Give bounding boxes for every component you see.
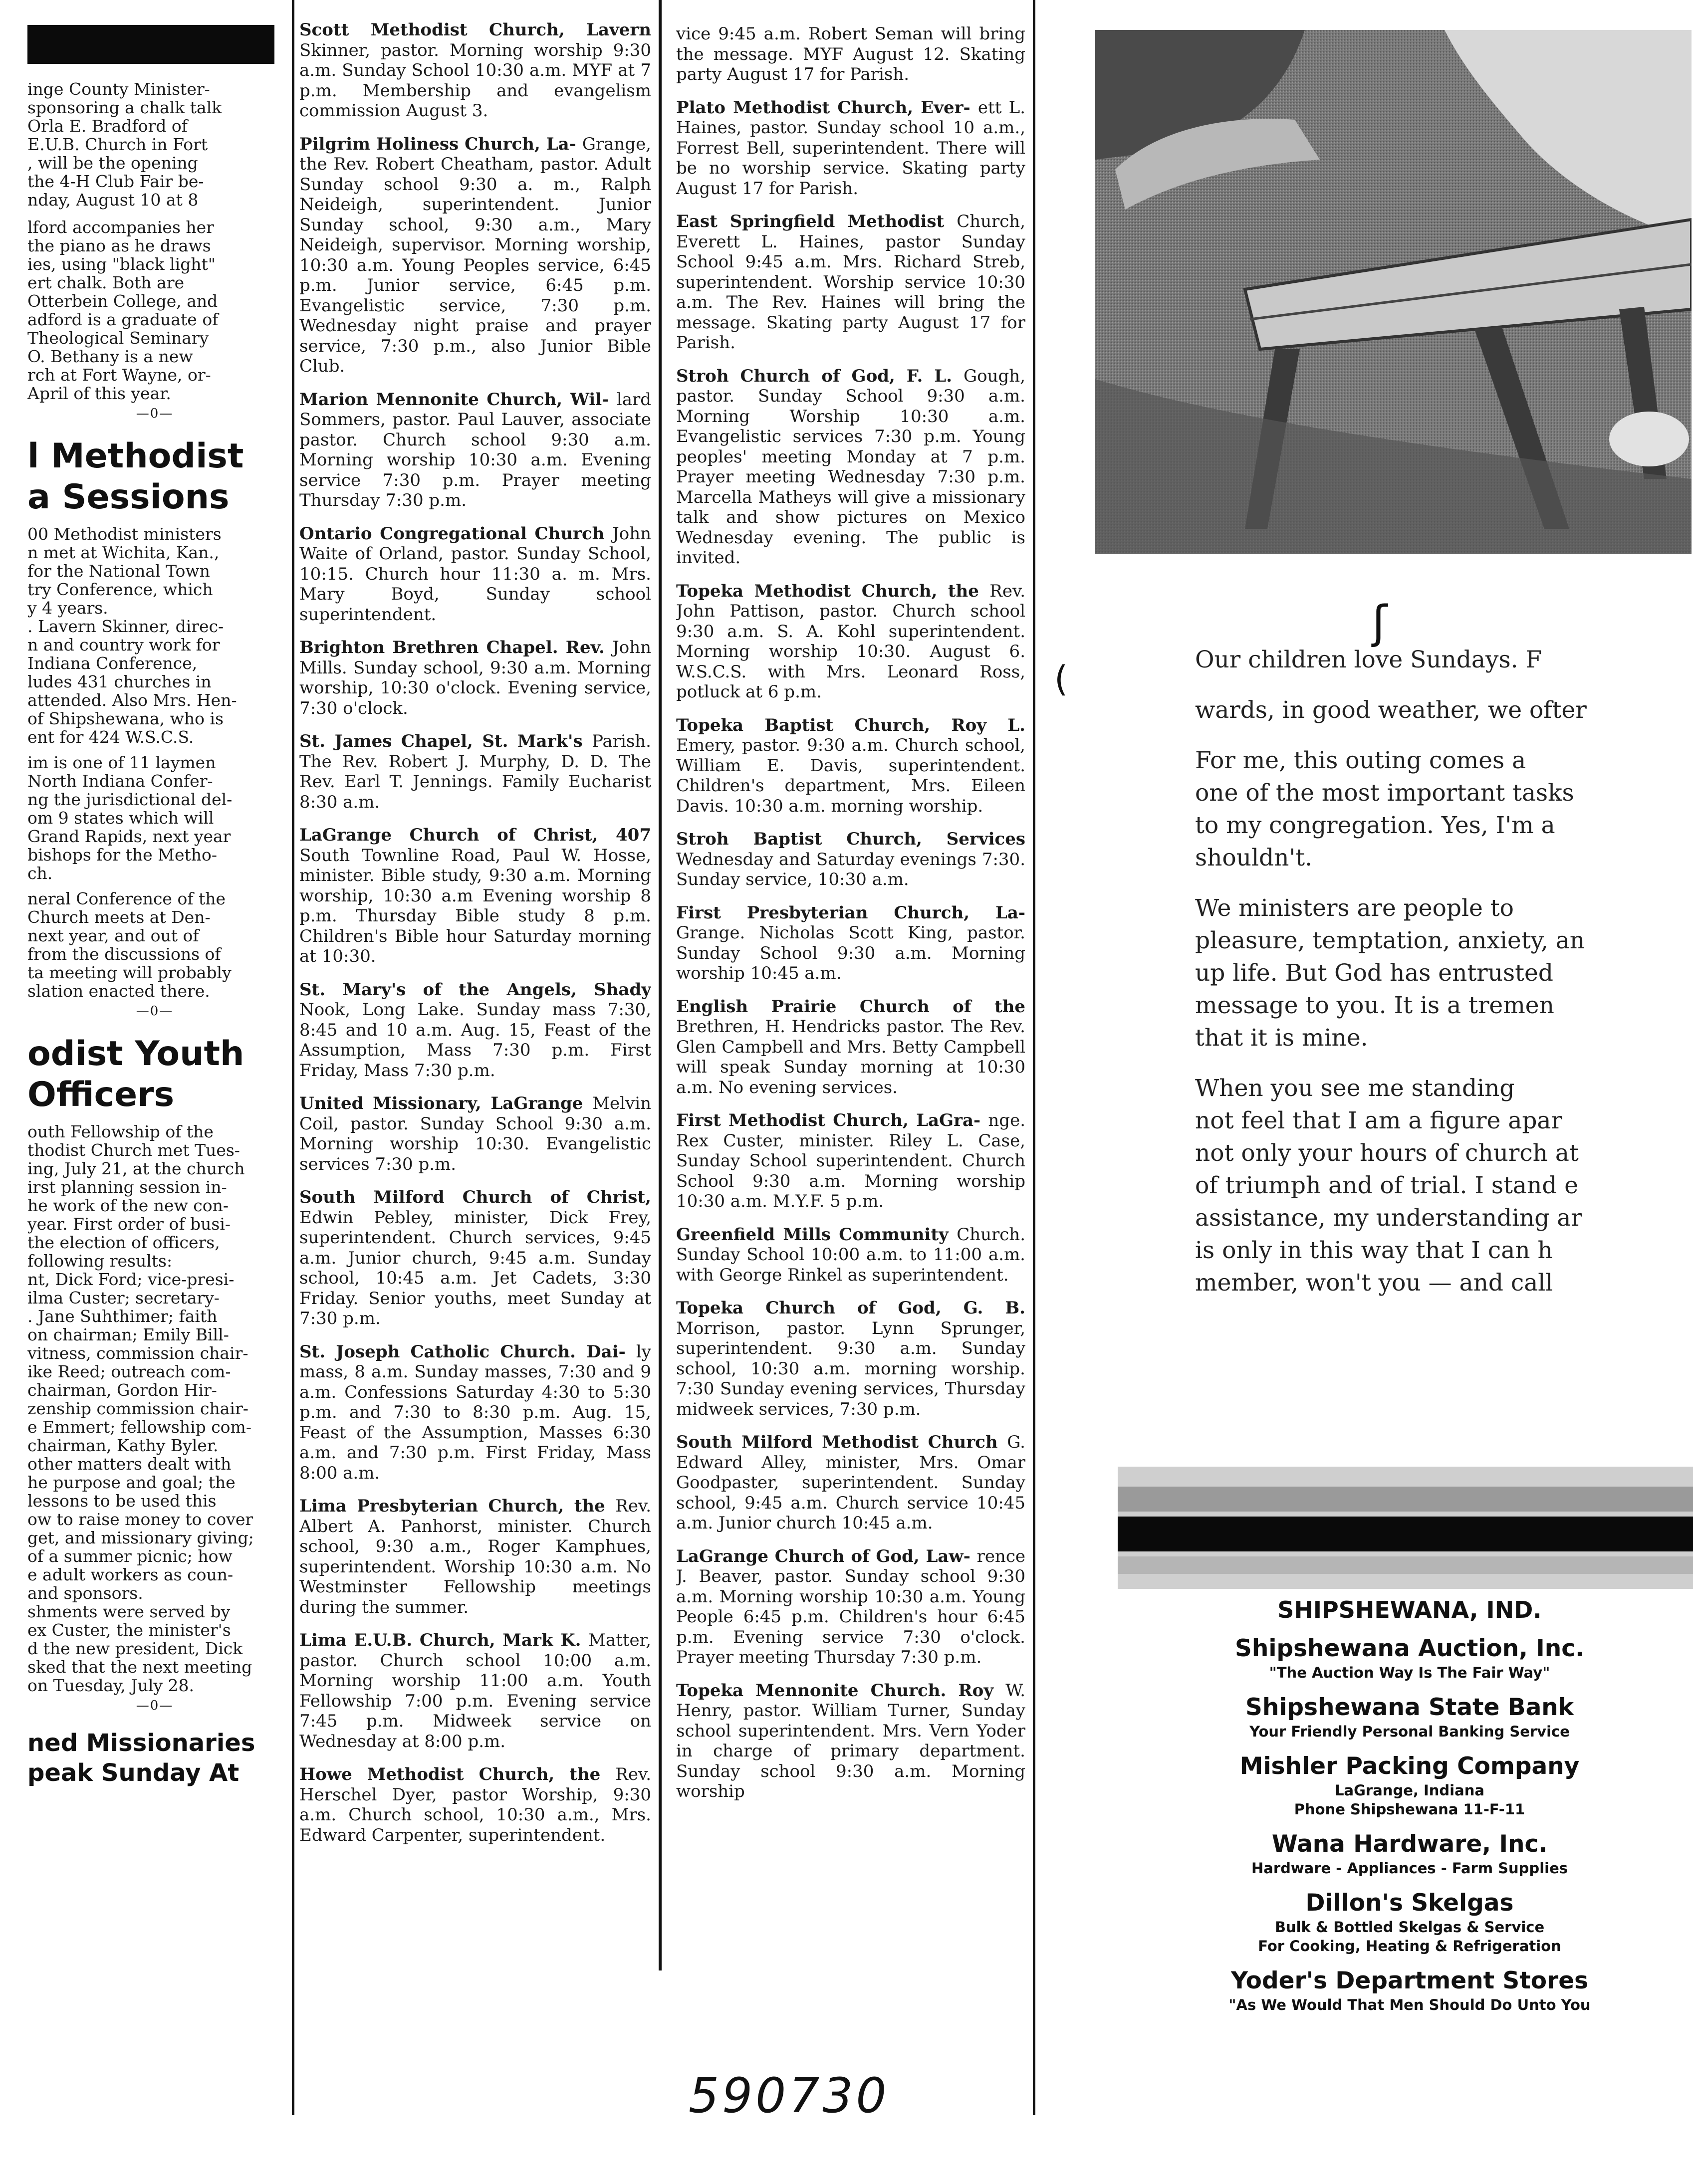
ads-list (1143, 1634, 1677, 2014)
text-line: Church meets at Den- (27, 907, 211, 927)
text-line: Otterbein College, and (27, 291, 218, 311)
sermon-line: not only your hours of church at (1195, 1139, 1579, 1167)
text-line: ing, July 21, at the church (27, 1159, 245, 1178)
sermon-line: is only in this way that I can h (1195, 1237, 1553, 1264)
headline-methodist-sessions (27, 436, 282, 518)
text-line: he purpose and goal; the (27, 1473, 236, 1492)
sermon-line: that it is mine. (1195, 1024, 1368, 1052)
church-name: Marion Mennonite Church, Wil- (299, 389, 617, 410)
handwritten-number: 590730 (689, 2068, 890, 2124)
sermon-line: to my congregation. Yes, I'm a (1195, 812, 1555, 839)
text-line: of a summer picnic; how (27, 1546, 233, 1566)
ad-tagline (1143, 1995, 1677, 2014)
headline-line: l Methodist (27, 437, 244, 476)
notice-text: Rev. Herschel Dyer, pastor Worship, 9:30 a.m. Church school, 10:30 a.m., Mrs. Edward Carpenter, superintendent. (299, 1764, 651, 1845)
church-name: East Springfield Methodist (676, 212, 957, 231)
text-line: year. First order of busi- (27, 1214, 231, 1234)
divider: —0— (136, 1698, 174, 1713)
church-notice (676, 581, 1025, 702)
church-notice (676, 98, 1025, 199)
church-notice (676, 1432, 1025, 1533)
text-line: lford accompanies her (27, 218, 214, 237)
ad-tagline-line: Bulk & Bottled Skelgas & Service (1274, 1919, 1545, 1936)
text-line: e Emmert; fellowship com- (27, 1417, 251, 1437)
notice-text: ly mass, 8 a.m. Sunday masses, 7:30 and 9 a.m. Confessions Saturday 4:30 to 5:30 p.m. and 7:30 to 8:30 p.m. Aug. 15, Feast of the Assumption, Masses 6:30 a.m. and 7:30 p.m. First Friday, Mass 8:00 a.m. (299, 1341, 651, 1483)
church-notice (676, 1681, 1025, 1802)
church-notice (676, 1110, 1025, 1212)
church-notice (299, 1187, 651, 1329)
text-line: attended. Also Mrs. Hen- (27, 690, 237, 710)
text-line: other matters dealt with (27, 1454, 232, 1474)
text-line: North Indiana Confer- (27, 771, 213, 791)
church-notice (676, 1298, 1025, 1419)
church-notice (299, 524, 651, 625)
church-notice (676, 212, 1025, 353)
ad-tagline (1143, 1859, 1677, 1878)
church-name: Brighton Brethren Chapel. Rev. (299, 638, 613, 657)
sermon-line: up life. But God has entrusted (1195, 959, 1553, 987)
handwritten-mark: ʃ (1372, 596, 1388, 649)
sermon-line: of triumph and of trial. I stand e (1195, 1172, 1579, 1199)
notice-text: John Mills. Sunday school, 9:30 a.m. Morning worship, 10:30 o'clock. Evening service, 7:30 o'clock. (299, 638, 651, 718)
text-line: Indiana Conference, (27, 654, 198, 673)
church-notice (299, 825, 651, 967)
text-line: rch at Fort Wayne, or- (27, 365, 211, 385)
church-name: Topeka Methodist Church, the (676, 581, 990, 601)
headline-line: ned Missionaries (27, 1729, 255, 1757)
church-notice (676, 1546, 1025, 1668)
ad-business-name: Yoder's Department Stores (1230, 1967, 1589, 1994)
text-line: ludes 431 churches in (27, 672, 212, 691)
notice-text: Skinner, pastor. Morning worship 9:30 a.m. Sunday School 10:30 a.m. MYF at 7 p.m. Membership and evangelism commission August 3. (299, 40, 651, 121)
church-name: St. James Chapel, St. Mark's (299, 731, 592, 751)
text-line: and sponsors. (27, 1583, 143, 1603)
church-name: Topeka Church of God, G. B. (676, 1298, 1025, 1318)
sponsor-ads (1143, 1596, 1677, 2025)
text-line: of Shipshewana, who is (27, 709, 224, 728)
sermon-line: message to you. It is a tremen (1195, 992, 1554, 1019)
church-notice-list (676, 0, 1025, 1802)
church-notice (299, 1764, 651, 1845)
ad-tagline (1143, 1663, 1677, 1682)
ad-tagline-line: Phone Shipshewana 11-F-11 (1294, 1801, 1525, 1818)
ad-business-name: Wana Hardware, Inc. (1271, 1830, 1548, 1858)
ad-business-name: Shipshewana State Bank (1245, 1694, 1574, 1721)
notice-text: Rev. Albert A. Panhorst, minister. Church school, 9:30 a.m., Roger Kamphues, superintendent. Worship 10:30 a.m. No Westminster Fellowship meetings during the summer. (299, 1496, 651, 1617)
text-line: sponsoring a chalk talk (27, 98, 222, 117)
text-line: on chairman; Emily Bill- (27, 1325, 229, 1344)
divider: —0— (136, 1004, 174, 1019)
church-notice (676, 829, 1025, 890)
column-rule-right (1033, 0, 1035, 2115)
sermon-paragraph (1195, 644, 1693, 676)
text-line: d the new president, Dick (27, 1639, 243, 1658)
notice-text: South Townline Road, Paul W. Hosse, minister. Bible study, 9:30 a.m. Morning worship, 10:30 a.m Evening worship 8 p.m. Thursday Bible study 8 p.m. Children's Bible hour Saturday morning at 10:30. (299, 845, 651, 966)
notice-text: Grange, the Rev. Robert Cheatham, pastor. Adult Sunday school 9:30 a. m., Ralph Neideigh, superintendent. Junior Sunday school, 9:30 a.m., Mary Neideigh, supervisor. Morning worship, 10:30 a.m. Young Peoples service, 6:45 p.m. Junior service, 6:45 p.m. Evangelistic service, 7:30 p.m. Wednesday night praise and prayer service, 7:30 p.m., also Junior Bible Club. (299, 134, 651, 376)
text-line: E.U.B. Church in Fort (27, 135, 208, 154)
text-line: following results: (27, 1251, 173, 1271)
church-name: Topeka Mennonite Church. Roy (676, 1680, 1006, 1701)
church-name: LaGrange Church of God, Law- (676, 1546, 977, 1566)
church-name: Lima E.U.B. Church, Mark K. (299, 1630, 589, 1650)
text-line: . Jane Suhthimer; faith (27, 1307, 218, 1326)
church-name: Lima Presbyterian Church, the (299, 1496, 616, 1516)
text-line: vitness, commission chair- (27, 1343, 248, 1363)
notice-text: Brethren, H. Hendricks pastor. The Rev. Glen Campbell and Mrs. Betty Campbell will speak Sunday morning at 10:30 a.m. No evening services. (676, 1017, 1025, 1097)
church-name: South Milford Methodist Church (676, 1432, 1007, 1452)
church-notice (676, 715, 1025, 817)
notice-text: ett L. Haines, pastor. Sunday school 10 a.m., Forrest Bell, superintendent. There will be no worship service. Skating party August 17 for Parish. (676, 97, 1025, 199)
ad-business-name: Dillon's Skelgas (1305, 1889, 1514, 1917)
church-notice (299, 134, 651, 377)
sermon-line: one of the most important tasks (1195, 779, 1574, 807)
church-notice (299, 731, 651, 812)
notice-text: Church. Sunday School 10:00 a.m. to 11:00 a.m. with George Rinkel as superintendent. (676, 1224, 1025, 1285)
text-line: ies, using "black light" (27, 254, 216, 274)
text-line: Theological Seminary (27, 328, 209, 348)
text-line: chairman, Kathy Byler. (27, 1436, 219, 1455)
church-notice (676, 997, 1025, 1098)
text-line: sked that the next meeting (27, 1657, 252, 1677)
headline-methodist-youth-officers (27, 1034, 282, 1115)
ad-business-name: Mishler Packing Company (1239, 1752, 1580, 1780)
ad-tagline-line: For Cooking, Heating & Refrigeration (1258, 1938, 1561, 1955)
church-notice (676, 366, 1025, 568)
notice-text: G. Edward Alley, minister, Mrs. Omar Goodpaster, superintendent. Sunday school, 9:45 a.m. Church service 10:45 a.m. Junior church 10:45 a.m. (676, 1432, 1025, 1533)
church-notice (299, 1630, 651, 1751)
text-line: . Lavern Skinner, direc- (27, 617, 224, 636)
text-line: 00 Methodist ministers (27, 524, 222, 544)
sermon-line: assistance, my understanding ar (1195, 1204, 1582, 1232)
text-line: for the National Town (27, 561, 210, 581)
news-paragraph (27, 525, 282, 617)
column-rule-left (292, 0, 294, 2115)
church-notice (299, 390, 651, 511)
text-line: on Tuesday, July 28. (27, 1676, 195, 1695)
ad-tagline (1143, 1918, 1677, 1956)
ad-tagline-line: Hardware - Appliances - Farm Supplies (1251, 1860, 1568, 1877)
notice-text: Nook, Long Lake. Sunday mass 7:30, 8:45 and 10 a.m. Aug. 15, Feast of the Assumption, Mass 7:30 p.m. First Friday, Mass 7:30 p.m. (299, 1000, 651, 1081)
notice-text: Wednesday and Saturday evenings 7:30. Sunday service, 10:30 a.m. (676, 849, 1025, 889)
column-3-church-notices (676, 0, 1025, 2115)
sermon-paragraph (1195, 1072, 1693, 1299)
masthead-bar (27, 25, 274, 64)
church-name: Stroh Church of God, F. L. (676, 366, 964, 386)
news-paragraph (27, 218, 282, 403)
ads-place-heading: SHIPSHEWANA, IND. (1277, 1596, 1542, 1623)
sermon-line: Our children love Sundays. F (1195, 646, 1542, 673)
handwritten-mark: ( (1054, 658, 1068, 699)
church-notice (299, 980, 651, 1081)
notice-text: W. Henry, pastor. William Turner, Sunday school superintendent. Mrs. Vern Yoder in charge of primary department. Sunday school 9:30 a.m. Morning worship (676, 1680, 1025, 1801)
column-2-church-notices (299, 0, 651, 2115)
text-line: outh Fellowship of the (27, 1122, 214, 1141)
text-line: y 4 years. (27, 598, 108, 618)
church-name: United Missionary, LaGrange (299, 1093, 593, 1113)
notice-text: Matter, pastor. Church school 10:00 a.m. Morning worship 11:00 a.m. Youth Fellowship 7:00 p.m. Evening service 7:45 p.m. Midweek service on Wednesday at 8:00 p.m. (299, 1630, 651, 1751)
notice-text: John Waite of Orland, pastor. Sunday School, 10:15. Church hour 11:30 a. m. Mrs. Mary Boyd, Sunday school superintendent. (299, 523, 651, 625)
text-line: lessons to be used this (27, 1491, 217, 1511)
text-line: nt, Dick Ford; vice-presi- (27, 1270, 235, 1289)
church-name: Topeka Baptist Church, Roy L. (676, 715, 1025, 735)
text-line: ch. (27, 864, 53, 883)
text-line: nday, August 10 at 8 (27, 190, 199, 210)
notice-text: lard Sommers, pastor. Paul Lauver, associate pastor. Church school 9:30 a.m. Morning worship 10:30 a.m. Evening service 7:30 p.m. Prayer meeting Thursday 7:30 p.m. (299, 389, 651, 510)
ad-header-bar (1118, 1467, 1693, 1589)
church-name: St. Mary's of the Angels, Shady (299, 979, 651, 1000)
text-line: inge County Minister- (27, 79, 210, 99)
church-notice-list (299, 0, 651, 1845)
church-name: Plato Methodist Church, Ever- (676, 97, 978, 118)
text-line: im is one of 11 laymen (27, 753, 216, 772)
text-line: , will be the opening (27, 153, 198, 173)
church-notice (299, 1496, 651, 1617)
church-name: English Prairie Church of the (676, 996, 1025, 1017)
news-paragraph (27, 889, 282, 1000)
sermon-line: not feel that I am a figure apar (1195, 1107, 1562, 1134)
sermon-text (1195, 644, 1693, 1317)
church-name: Howe Methodist Church, the (299, 1764, 616, 1784)
text-line: neral Conference of the (27, 889, 226, 908)
text-line: Orla E. Bradford of (27, 116, 188, 136)
text-line: from the discussions of (27, 944, 221, 964)
text-line: n met at Wichita, Kan., (27, 543, 220, 562)
text-line: ow to raise money to cover (27, 1510, 253, 1529)
church-name: Greenfield Mills Community (676, 1224, 957, 1245)
church-notice (299, 638, 651, 718)
text-line: chairman, Gordon Hir- (27, 1380, 217, 1400)
sermon-paragraph (1195, 744, 1693, 874)
text-line: shments were served by (27, 1602, 231, 1621)
sermon-line: shouldn't. (1195, 844, 1313, 872)
headline-line: odist Youth (27, 1034, 244, 1074)
church-notice (676, 903, 1025, 984)
notice-text: Melvin Coil, pastor. Sunday School 9:30 a.m. Morning worship 10:30. Evangelistic services 7:30 p.m. (299, 1093, 651, 1174)
church-name: Pilgrim Holiness Church, La- (299, 134, 582, 154)
news-intro (27, 80, 282, 209)
ad-tagline-line: LaGrange, Indiana (1335, 1782, 1484, 1799)
photo-image (1095, 30, 1692, 554)
headline-line: Officers (27, 1075, 175, 1114)
text-line: irst planning session in- (27, 1177, 227, 1197)
sermon-line: wards, in good weather, we ofter (1195, 696, 1587, 724)
text-line: n and country work for (27, 635, 220, 655)
sermon-paragraph (1195, 694, 1693, 726)
sermon-line: member, won't you — and call (1195, 1269, 1553, 1297)
church-name: First Presbyterian Church, La- (676, 902, 1025, 923)
notice-text: Edwin Pebley, minister, Dick Frey, superintendent. Church services, 9:45 a.m. Junior church, 9:45 a.m. Sunday school, 10:45 a.m. Jet Cadets, 3:30 Friday. Senior youths, meet Sunday at 7:30 p.m. (299, 1207, 651, 1328)
notice-text: Gough, pastor. Sunday School 9:30 a.m. Morning Worship 10:30 a.m. Evangelistic services 7:30 p.m. Young peoples' meeting Monday at 7 p.m. Prayer meeting Wednesday 7:30 p.m. Marcella Matheys will give a missionary talk and show pictures on Mexico Wednesday evening. The public is invited. (676, 366, 1025, 568)
text-line: the 4-H Club Fair be- (27, 172, 204, 191)
column-1-news (27, 0, 289, 2115)
column-1-body (27, 80, 282, 1795)
text-line: bishops for the Metho- (27, 845, 218, 865)
church-notice (676, 1225, 1025, 1286)
text-line: ex Custer, the minister's (27, 1620, 231, 1640)
news-paragraph (27, 617, 282, 746)
text-line: ert chalk. Both are (27, 273, 185, 292)
text-line: e adult workers as coun- (27, 1565, 234, 1584)
notice-text: vice 9:45 a.m. Robert Seman will bring the message. MYF August 12. Skating party August 17 for Parish. (676, 24, 1025, 84)
ad-tagline-line: Your Friendly Personal Banking Service (1249, 1723, 1570, 1740)
ad-tagline (1143, 1722, 1677, 1741)
church-notice (299, 1342, 651, 1484)
text-line: April of this year. (27, 384, 171, 403)
text-line: try Conference, which (27, 580, 213, 599)
notice-text: nge. Rex Custer, minister. Riley L. Case, Sunday School superintendent. Church School 9:30 a.m. Morning worship 10:30 a.m. M.Y.F. 5 p.m. (676, 1110, 1025, 1211)
text-line: O. Bethany is a new (27, 347, 193, 366)
notice-text: Emery, pastor. 9:30 a.m. Church school, William E. Davis, superintendent. Children's department, Mrs. Eileen Davis. 10:30 a.m. morning worship. (676, 735, 1025, 816)
notice-text: Church, Everett L. Haines, pastor Sunday School 9:45 a.m. Mrs. Richard Streb, superintendent. Worship service 10:30 a.m. The Rev. Haines will bring the message. Skating party August 17 for Parish. (676, 212, 1025, 353)
church-name: Ontario Congregational Church (299, 523, 613, 544)
text-line: om 9 states which will (27, 808, 214, 828)
sermon-line: We ministers are people to (1195, 894, 1514, 922)
notice-text: Rev. John Pattison, pastor. Church school 9:30 a.m. S. A. Kohl superintendent. Morning worship 10:30. August 6. W.S.C.S. with Mrs. Leonard Ross, potluck at 6 p.m. (676, 581, 1025, 702)
photo-picnic-bench (1095, 30, 1692, 554)
church-notice (299, 1093, 651, 1174)
headline-line: peak Sunday At (27, 1759, 240, 1787)
text-line: zenship commission chair- (27, 1399, 248, 1418)
text-line: ta meeting will probably (27, 963, 232, 982)
text-line: Grand Rapids, next year (27, 827, 231, 846)
ad-band (1118, 1487, 1693, 1512)
church-notice (676, 24, 1025, 85)
ad-band (1118, 1556, 1693, 1574)
text-line: ilma Custer; secretary- (27, 1288, 220, 1308)
text-line: get, and missionary giving; (27, 1528, 254, 1547)
sermon-line: When you see me standing (1195, 1075, 1515, 1102)
church-notice (299, 20, 651, 121)
ad-tagline-line: "As We Would That Men Should Do Unto You (1228, 1996, 1591, 2013)
notice-text: rence J. Beaver, pastor. Sunday school 9:30 a.m. Morning worship 10:30 a.m. Young People 6:45 p.m. Children's hour 6:45 p.m. Evening service 7:30 o'clock. Prayer meeting Thursday 7:30 p.m. (676, 1546, 1025, 1667)
headline-missionaries (27, 1728, 282, 1788)
church-name: First Methodist Church, LaGra- (676, 1110, 988, 1130)
column-rule-middle (659, 0, 662, 1970)
headline-line: a Sessions (27, 477, 230, 517)
ad-tagline (1143, 1781, 1677, 1819)
text-line: next year, and out of (27, 926, 199, 945)
sermon-line: pleasure, temptation, anxiety, an (1195, 927, 1585, 954)
text-line: he work of the new con- (27, 1196, 229, 1215)
church-name: South Milford Church of Christ, (299, 1187, 651, 1207)
notice-text: Parish. The Rev. Robert J. Murphy, D. D. The Rev. Earl T. Jennings. Family Eucharist 8:30 a.m. (299, 731, 651, 812)
church-name: St. Joseph Catholic Church. Dai- (299, 1341, 636, 1362)
text-line: thodist Church met Tues- (27, 1140, 240, 1160)
news-paragraph (27, 1122, 282, 1602)
text-line: the election of officers, (27, 1233, 220, 1252)
church-name: Scott Methodist Church, Lavern (299, 20, 651, 40)
text-line: ike Reed; outreach com- (27, 1362, 231, 1381)
text-line: ent for 424 W.S.C.S. (27, 727, 194, 747)
divider: —0— (136, 406, 174, 421)
ad-tagline-line: "The Auction Way Is The Fair Way" (1269, 1664, 1550, 1681)
news-paragraph (27, 1602, 282, 1695)
text-line: adford is a graduate of (27, 310, 219, 329)
sermon-line: For me, this outing comes a (1195, 747, 1526, 774)
notice-text: Grange. Nicholas Scott King, pastor. Sunday School 9:30 a.m. Morning worship 10:45 a.m. (676, 923, 1025, 983)
sermon-paragraph (1195, 892, 1693, 1054)
church-name: LaGrange Church of Christ, 407 (299, 825, 651, 845)
church-name: Stroh Baptist Church, Services (676, 829, 1025, 849)
text-line: the piano as he draws (27, 236, 211, 255)
news-paragraph (27, 753, 282, 882)
text-line: ng the jurisdictional del- (27, 790, 233, 809)
notice-text: Morrison, pastor. Lynn Sprunger, superintendent. 9:30 a.m. Sunday school, 10:30 a.m. morning worship. 7:30 Sunday evening services, Thursday midweek services, 7:30 p.m. (676, 1318, 1025, 1419)
ad-band-dark (1118, 1517, 1693, 1551)
text-line: slation enacted there. (27, 981, 210, 1001)
ad-business-name: Shipshewana Auction, Inc. (1235, 1635, 1584, 1662)
